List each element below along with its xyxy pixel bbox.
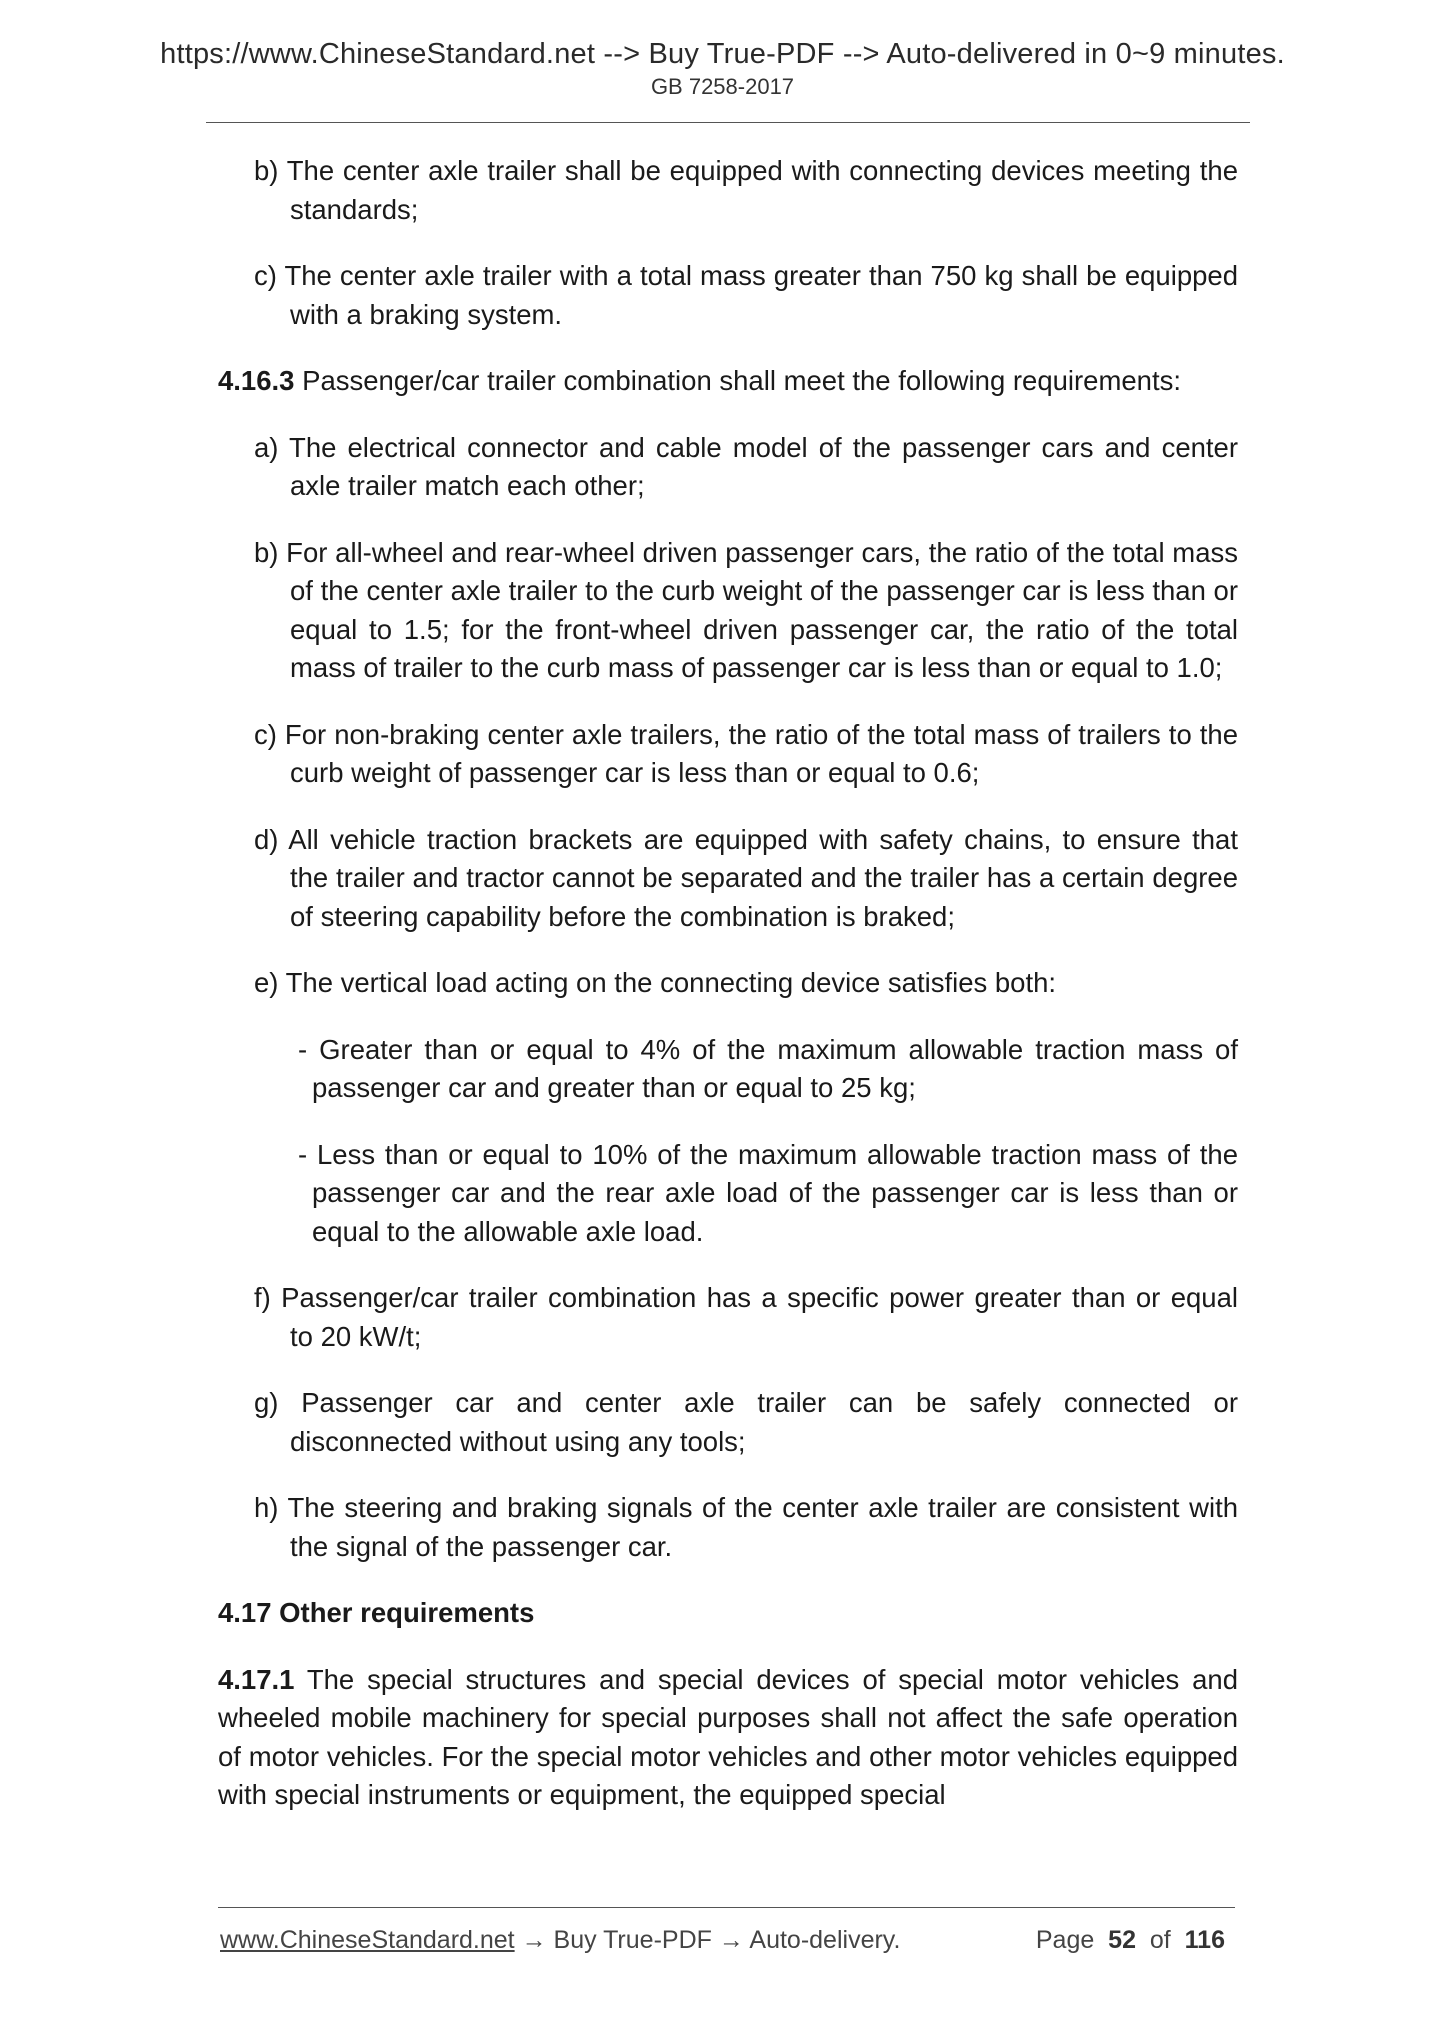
footer-site-link[interactable]: www.ChineseStandard.net <box>220 1926 515 1954</box>
header-divider <box>206 122 1250 123</box>
list-item-g: g) Passenger car and center axle trailer can be safely connected or disconnected without using any tools; <box>254 1387 1238 1457</box>
clause-text: The special structures and special devices of special motor vehicles and wheeled mobile machinery for special purposes shall not affect the safe operation of motor vehicles. For the special motor vehicles and other motor vehicles equipped with special instruments or equipment, the equipped special <box>218 1663 1238 1810</box>
footer-tagline: → Buy True-PDF → Auto-delivery. <box>514 1926 901 1954</box>
page-total: 116 <box>1184 1926 1225 1954</box>
list-item-a: a) The electrical connector and cable model of the passenger cars and center axle trailer match each other; <box>254 431 1238 501</box>
top-banner-link[interactable]: https://www.ChineseStandard.net --> Buy True-PDF --> Auto-delivered in 0~9 minutes. <box>160 38 1285 70</box>
list-item-e: e) The vertical load acting on the connecting device satisfies both: <box>254 967 1057 998</box>
list-item-d: d) All vehicle traction brackets are equipped with safety chains, to ensure that the trailer and tractor cannot be separated and the trailer has a certain degree of steering capability before the combination is braked; <box>254 823 1238 932</box>
list-item-c-top: c) The center axle trailer with a total mass greater than 750 kg shall be equipped with a braking system. <box>254 260 1238 330</box>
list-item-h: h) The steering and braking signals of the center axle trailer are consistent with the signal of the passenger car. <box>254 1492 1238 1562</box>
clause-number: 4.17.1 <box>218 1663 295 1695</box>
footer <box>220 1926 1235 1955</box>
footer-divider <box>218 1907 1235 1908</box>
clause-text: Passenger/car trailer combination shall meet the following requirements: <box>294 365 1182 396</box>
clause-number: 4.16.3 <box>218 365 295 396</box>
list-item-b: b) For all-wheel and rear-wheel driven passenger cars, the ratio of the total mass of the center axle trailer to the curb weight of the passenger car is less than or equal to 1.5; for the front-wheel driven passenger car, the ratio of the total mass of trailer to the curb mass of passenger car is less than or equal to 1.0; <box>254 536 1238 683</box>
list-item-c: c) For non-braking center axle trailers, the ratio of the total mass of trailers to the curb weight of passenger car is less than or equal to 0.6; <box>254 718 1238 788</box>
document-code: GB 7258-2017 <box>650 74 795 99</box>
section-heading-4-17: 4.17 Other requirements <box>218 1597 535 1628</box>
page-indicator <box>1036 1926 1225 1955</box>
list-subitem-e-1: - Greater than or equal to 4% of the maximum allowable traction mass of passenger car and greater than or equal to 25 kg; <box>298 1033 1238 1103</box>
list-item-b-top: b) The center axle trailer shall be equipped with connecting devices meeting the standards; <box>254 155 1238 225</box>
clause-4-16-3 <box>218 362 1238 401</box>
page-current: 52 <box>1108 1926 1136 1954</box>
document-body <box>218 152 1238 1815</box>
page-label: Page <box>1035 1926 1095 1954</box>
clause-4-17-1 <box>218 1661 1238 1815</box>
page-of: of <box>1149 1926 1171 1954</box>
list-item-f: f) Passenger/car trailer combination has a specific power greater than or equal to 20 kW/t; <box>254 1282 1238 1352</box>
list-subitem-e-2: - Less than or equal to 10% of the maximum allowable traction mass of the passenger car and the rear axle load of the passenger car is less than or equal to the allowable axle load. <box>298 1138 1238 1247</box>
